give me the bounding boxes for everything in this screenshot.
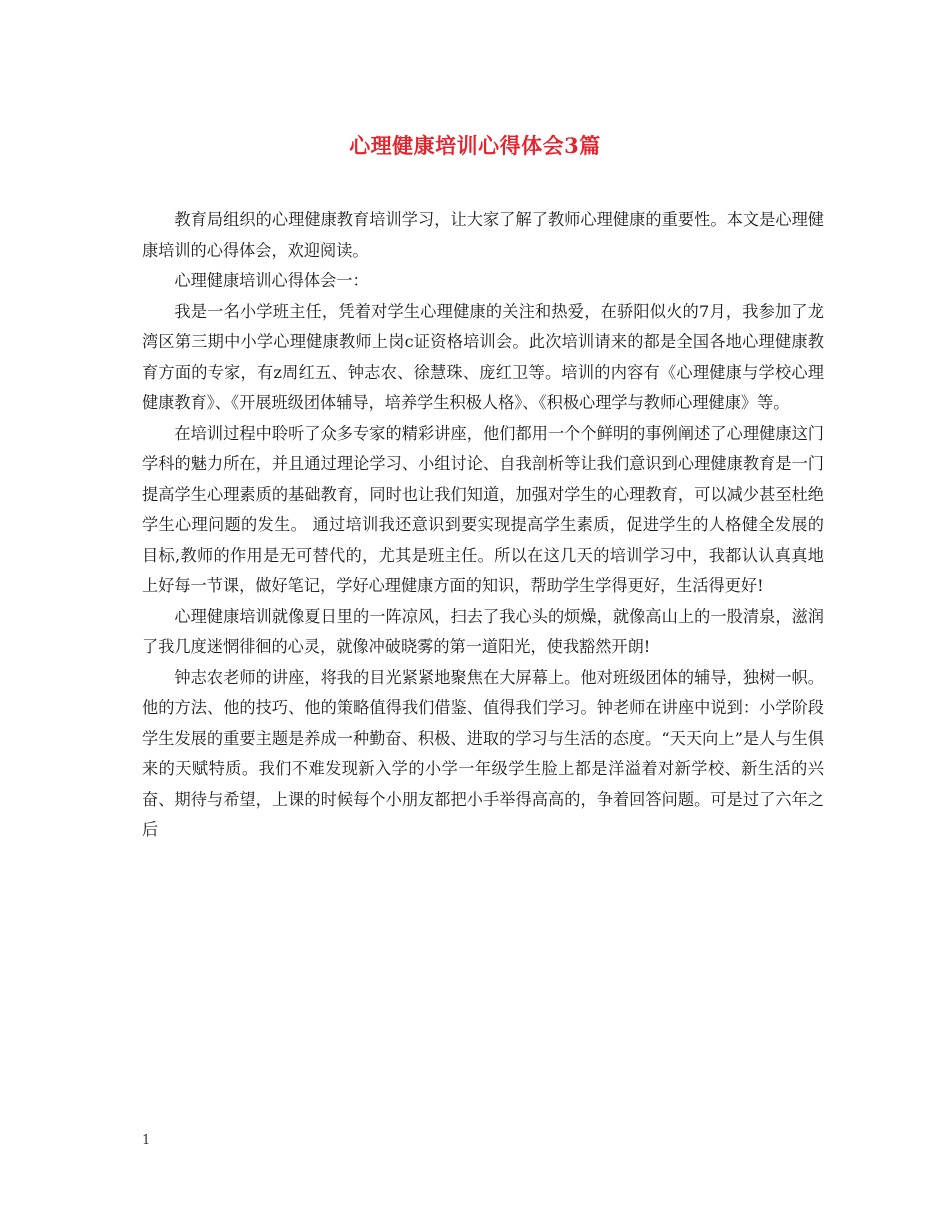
paragraph: 心理健康培训就像夏日里的一阵凉风，扫去了我心头的烦燥，就像高山上的一股清泉，滋润了我几度迷惘徘徊的心灵，就像冲破晓雾的第一道阳光，使我豁然开朗! — [142, 606, 824, 656]
paragraph-intro: 教育局组织的心理健康教育培训学习，让大家了解了教师心理健康的重要性。本文是心理健康培训的心得体会，欢迎阅读。 — [142, 210, 824, 260]
page-number: 1 — [142, 1133, 151, 1148]
document-title: 心理健康培训心得体会3篇 — [349, 133, 601, 158]
paragraph: 在培训过程中聆听了众多专家的精彩讲座，他们都用一个个鲜明的事例阐述了心理健康这门学科的魅力所在，并且通过理论学习、小组讨论、自我剖析等让我们意识到心理健康教育是一门提高学生心理素质的基础教育，同时也让我们知道，加强对学生的心理教育，可以减少甚至杜绝学生心理问题的发生。 通过培训我还意识到要实现提高学生素质，促进学生的人格健全发展的目标,教师的作用是无可替代的，尤其是班主任。所以在这几天的培训学习中，我都认认真真地上好每一节课，做好笔记，学好心理健康方面的知识，帮助学生学得更好，生活得更好! — [142, 423, 824, 595]
document-body — [142, 205, 824, 846]
section-heading: 心理健康培训心得体会一： — [174, 271, 369, 290]
paragraph: 钟志农老师的讲座，将我的目光紧紧地聚焦在大屏幕上。他对班级团体的辅导，独树一帜。他的方法、他的技巧、他的策略值得我们借鉴、值得我们学习。钟老师在讲座中说到：小学阶段学生发展的重要主题是养成一种勤奋、积极、进取的学习与生活的态度。“天天向上”是人与生俱来的天赋特质。我们不难发现新入学的小学一年级学生脸上都是洋溢着对新学校、新生活的兴奋、期待与希望，上课的时候每个小朋友都把小手举得高高的，争着回答问题。可是过了六年之后 — [142, 667, 824, 839]
paragraph: 我是一名小学班主任，凭着对学生心理健康的关注和热爱，在骄阳似火的7月，我参加了龙湾区第三期中小学心理健康教师上岗c证资格培训会。此次培训请来的都是全国各地心理健康教育方面的专家，有z周红五、钟志农、徐慧珠、庞红卫等。培训的内容有《心理健康与学校心理健康教育》、《开展班级团体辅导，培养学生积极人格》、《积极心理学与教师心理健康》等。 — [142, 301, 824, 412]
